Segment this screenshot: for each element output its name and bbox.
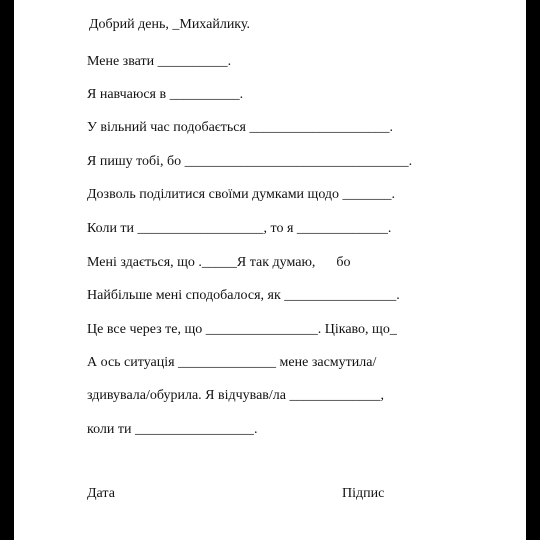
when-you-line: Коли ти __________________, то я _____________. bbox=[87, 221, 392, 236]
reason-line: Я пишу тобі, бо ________________________________. bbox=[87, 154, 413, 169]
hobby-line: У вільний час подобається ____________________. bbox=[87, 120, 393, 135]
name-line: Мене звати __________. bbox=[87, 54, 232, 69]
thoughts-line: Дозволь поділитися своїми думками щодо _______. bbox=[87, 187, 396, 202]
signature-label: Підпис bbox=[342, 486, 385, 501]
when-you-closing-line: коли ти _________________. bbox=[87, 422, 258, 437]
feelings-line: здивувала/обурила. Я відчував/ла _____________, bbox=[87, 388, 385, 403]
greeting-line: Добрий день, _Михайлику. bbox=[89, 17, 251, 32]
letter-template-sheet bbox=[14, 0, 526, 540]
liked-most-line: Найбільше мені сподобалося, як ________________. bbox=[87, 288, 400, 303]
date-label: Дата bbox=[87, 486, 115, 501]
reason-because-line: Це все через те, що ________________. Цікаво, що_ bbox=[87, 322, 397, 337]
opinion-line: Мені здається, що ._____Я так думаю, бо bbox=[87, 255, 351, 270]
situation-line: А ось ситуація ______________ мене засмутила/ bbox=[87, 355, 377, 370]
school-line: Я навчаюся в __________. bbox=[87, 87, 244, 102]
